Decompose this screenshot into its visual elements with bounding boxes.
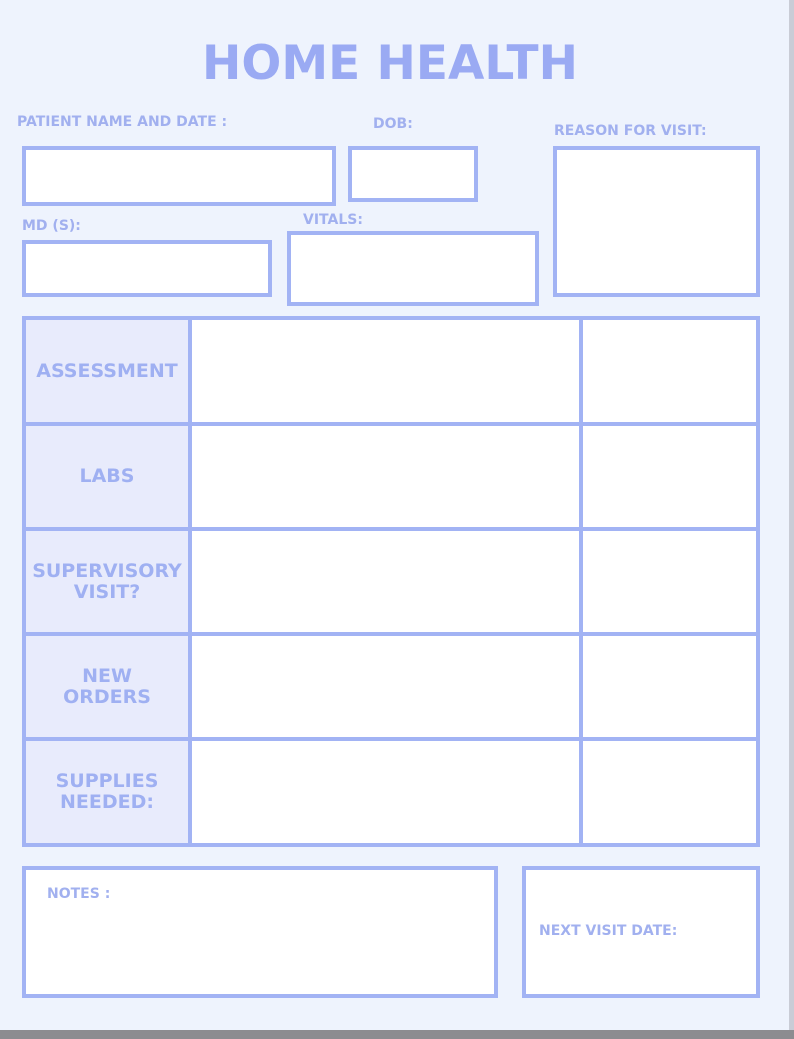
row-label-cell-supplies-needed xyxy=(26,741,188,843)
reason-for-visit-label: REASON FOR VISIT: xyxy=(554,123,707,139)
row-label-new-orders-line1: NEW xyxy=(82,664,132,687)
md-label: MD (S): xyxy=(22,218,81,234)
vitals-field[interactable] xyxy=(287,231,539,306)
dob-field[interactable] xyxy=(348,146,478,202)
labs-extra-cell[interactable] xyxy=(583,426,756,527)
reason-for-visit-field[interactable] xyxy=(553,146,760,297)
supplies-notes-cell[interactable] xyxy=(192,741,579,843)
row-label-supplies-line2: NEEDED: xyxy=(60,791,154,813)
patient-name-date-label: PATIENT NAME AND DATE : xyxy=(17,114,228,130)
notes-label: NOTES : xyxy=(47,886,111,902)
row-label-supervisory-line2: VISIT? xyxy=(73,580,141,603)
row-label-cell-supervisory-visit xyxy=(26,531,188,632)
patient-name-date-field[interactable] xyxy=(22,146,336,206)
supplies-extra-cell[interactable] xyxy=(583,741,756,843)
labs-notes-cell[interactable] xyxy=(192,426,579,527)
dob-label: DOB: xyxy=(373,116,413,132)
md-field[interactable] xyxy=(22,240,272,297)
row-label-new-orders-line2: ORDERS xyxy=(63,685,151,708)
viewer-bottom-bar xyxy=(0,1030,794,1039)
assessment-grid xyxy=(22,316,760,847)
row-label-supplies-line1: SUPPLIES xyxy=(55,770,159,792)
row-label-cell-labs xyxy=(26,426,188,527)
supervisory-extra-cell[interactable] xyxy=(583,531,756,632)
new-orders-extra-cell[interactable] xyxy=(583,636,756,737)
page-edge xyxy=(789,0,794,1039)
row-label-cell-assessment xyxy=(26,320,188,422)
row-label-cell-new-orders xyxy=(26,636,188,737)
row-label-labs: LABS xyxy=(79,465,135,487)
new-orders-notes-cell[interactable] xyxy=(192,636,579,737)
supervisory-notes-cell[interactable] xyxy=(192,531,579,632)
assessment-notes-cell[interactable] xyxy=(192,320,579,422)
row-label-supervisory-line1: SUPERVISORY xyxy=(32,559,182,582)
vitals-label: VITALS: xyxy=(303,212,363,228)
assessment-extra-cell[interactable] xyxy=(583,320,756,422)
next-visit-date-label: NEXT VISIT DATE: xyxy=(539,923,678,939)
page-title: HOME HEALTH xyxy=(202,36,578,91)
row-label-assessment: ASSESSMENT xyxy=(36,359,178,382)
